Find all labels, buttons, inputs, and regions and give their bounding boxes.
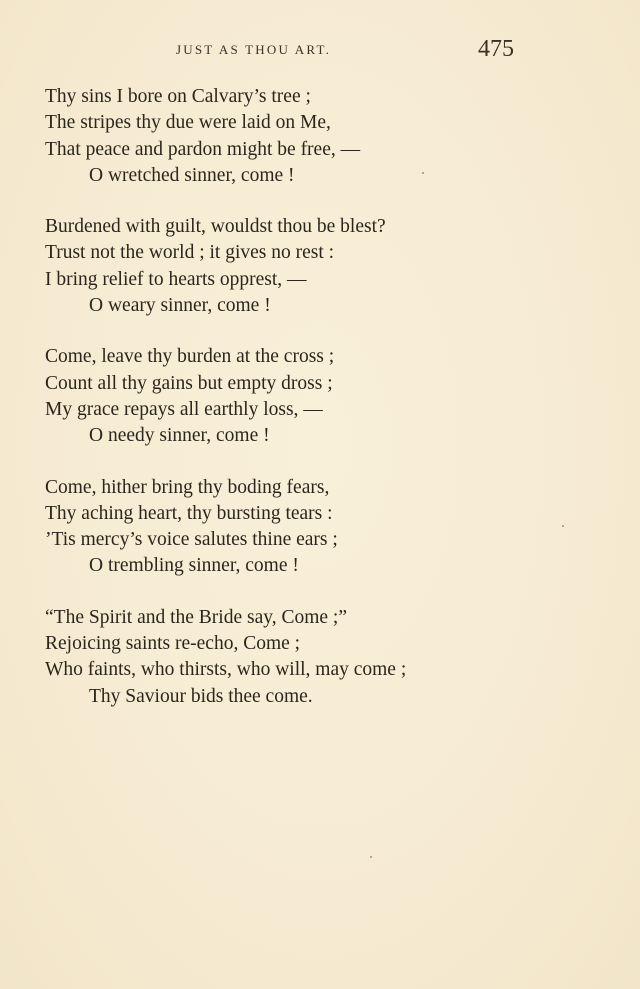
- stanza-4: [45, 475, 605, 580]
- paper-speck: [370, 856, 372, 858]
- stanza-3: [45, 344, 605, 449]
- stanza-5: [45, 605, 605, 710]
- poem-line: Come, hither bring thy boding fears,: [45, 476, 330, 498]
- poem-line: That peace and pardon might be free, —: [45, 138, 361, 160]
- stanza-2: [45, 214, 605, 319]
- poem-line: Come, leave thy burden at the cross ;: [45, 346, 335, 368]
- poem-line: My grace repays all earthly loss, —: [45, 398, 323, 420]
- poem-line: ’Tis mercy’s voice salutes thine ears ;: [45, 529, 338, 551]
- page-number: 475: [478, 36, 514, 62]
- poem-line: Trust not the world ; it gives no rest :: [45, 242, 335, 264]
- poem-line: Thy aching heart, thy bursting tears :: [45, 502, 333, 524]
- poem-line: “The Spirit and the Bride say, Come ;”: [45, 606, 347, 628]
- poem-line: Burdened with guilt, wouldst thou be blest?: [45, 216, 386, 238]
- poem: [45, 84, 605, 735]
- stanza-1: [45, 84, 605, 189]
- paper-speck: [562, 525, 564, 527]
- running-head: [0, 38, 640, 64]
- poem-refrain-line: O trembling sinner, come !: [89, 555, 299, 577]
- running-title: JUST AS THOU ART.: [176, 42, 332, 57]
- poem-refrain-line: O weary sinner, come !: [89, 295, 271, 317]
- poem-line: Thy sins I bore on Calvary’s tree ;: [45, 86, 311, 107]
- poem-refrain-line: O wretched sinner, come !: [89, 164, 295, 186]
- poem-refrain-line: Thy Saviour bids thee come.: [89, 685, 313, 707]
- poem-line: The stripes thy due were laid on Me,: [45, 112, 331, 134]
- poem-refrain-line: O needy sinner, come !: [89, 425, 270, 447]
- poem-line: Rejoicing saints re-echo, Come ;: [45, 633, 301, 655]
- paper-speck: [422, 172, 424, 174]
- poem-line: Count all thy gains but empty dross ;: [45, 372, 333, 394]
- poem-line: Who faints, who thirsts, who will, may come ;: [45, 659, 407, 681]
- poem-line: I bring relief to hearts opprest, —: [45, 268, 307, 290]
